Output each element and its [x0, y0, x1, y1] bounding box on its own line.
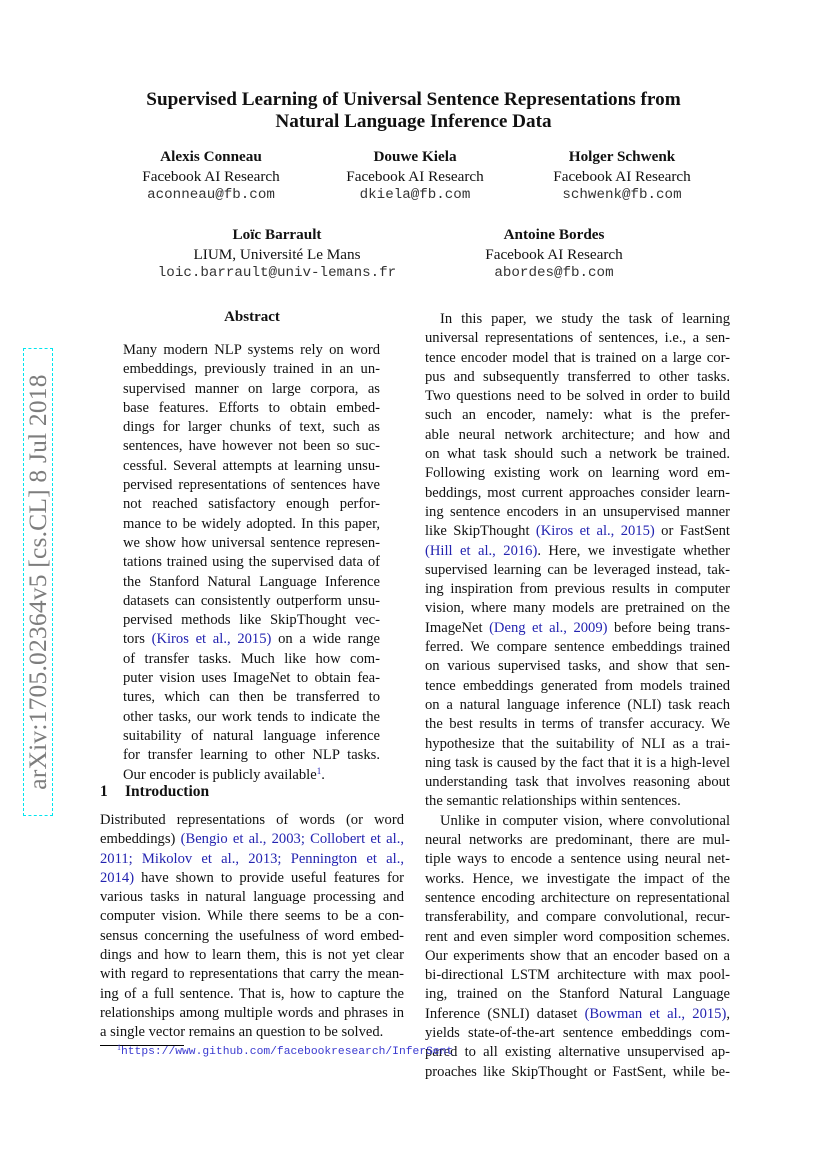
text-line: such an encoder, namely: what is the prefer-	[425, 407, 730, 424]
text-line: dings and how to learn them, this is not yet clear	[100, 947, 404, 964]
author-email: abordes@fb.com	[494, 265, 614, 281]
text-line: ImageNet (Deng et al., 2009) before being trans-	[425, 619, 730, 636]
author-email: loic.barrault@univ-lemans.fr	[157, 265, 397, 281]
citation-link[interactable]: 2011; Mikolov et al., 2013; Pennington et al.,	[100, 850, 404, 867]
author-email: aconneau@fb.com	[147, 187, 275, 203]
abstract-body	[123, 341, 380, 785]
text-line: tors (Kiros et al., 2015) on a wide range	[123, 631, 380, 648]
text-line: rent and even simpler word composition schemes.	[425, 928, 730, 945]
text-line: (Hill et al., 2016). Here, we investigate whether	[425, 542, 731, 559]
author-name: Alexis Conneau	[160, 148, 262, 165]
text-line: sensus concerning the usefulness of word embed-	[100, 927, 404, 944]
citation-link[interactable]: (Hill et al., 2016)	[425, 542, 538, 559]
text-line: vision, where many models are pretrained on the	[425, 600, 730, 617]
text-line: dings for larger chunks of text, such as	[123, 419, 380, 436]
text-line: the best results in terms of transfer accuracy. We	[425, 716, 730, 733]
text-line: tence embeddings generated from models trained	[425, 677, 730, 694]
text-line: Following existing work on learning word em-	[425, 465, 730, 482]
text-line: with regard to representations that carry the mean-	[100, 966, 404, 983]
text-line: on a natural language inference (NLI) task reach	[425, 696, 730, 713]
text-line: neural networks are predominant, there are mul-	[425, 832, 730, 849]
footnote-link[interactable]: https://www.github.com/facebookresearch/InferSent	[121, 1046, 454, 1058]
text-line: bi-directional LSTM architecture with max pool-	[425, 967, 730, 984]
author-affiliation: Facebook AI Research	[553, 167, 691, 185]
section-number: 1	[100, 783, 108, 800]
text-line: not reached satisfactory enough perfor-	[123, 496, 380, 513]
text-line: of transfer tasks. Much like how com-	[123, 650, 380, 667]
text-line: ing of a full sentence. That is, how to capture the	[100, 985, 404, 1002]
text-line: tures, which can then be transferred to	[123, 689, 380, 706]
author-name: Antoine Bordes	[503, 226, 605, 243]
text-line: able neural network architecture; and how and	[425, 426, 730, 443]
text-line: suitability of natural language inference	[123, 727, 380, 744]
text-line: Two questions need to be solved in order to build	[425, 388, 730, 405]
intro-left-column	[100, 811, 404, 1043]
text-line: pervised representations of sentences have	[123, 477, 380, 494]
text-line: proaches like SkipThought or FastSent, while be-	[425, 1063, 730, 1080]
text-line: 2014) have shown to provide useful features for	[100, 869, 404, 886]
title-line: Natural Language Inference Data	[275, 111, 552, 132]
text-line: Our experiments show that an encoder based on a	[425, 947, 730, 964]
text-line	[100, 850, 404, 869]
text-line: puter vision uses ImageNet to obtain fea-	[123, 670, 380, 687]
text-line: for transfer learning to other NLP tasks.	[123, 747, 380, 764]
footnote-mark: 1	[117, 1043, 121, 1052]
author-name: Holger Schwenk	[568, 148, 676, 165]
author-email: schwenk@fb.com	[562, 187, 682, 203]
text-line: relationships among multiple words and phrases in	[100, 1004, 404, 1021]
text-line: ning task is caused by the fact that it is a high-level	[425, 754, 730, 771]
citation-link[interactable]: (Kiros et al., 2015)	[535, 523, 655, 540]
text-line: sentences, have however not been so suc-	[123, 438, 380, 455]
text-line: tence encoder model that is trained on a large cor-	[425, 349, 730, 366]
text-line: Many modern NLP systems rely on word	[123, 342, 380, 358]
text-line: computer vision. While there seems to be a con-	[100, 908, 404, 925]
text-line: mance to be widely adopted. In this paper,	[123, 515, 380, 532]
author-affiliation: Facebook AI Research	[142, 167, 280, 185]
text-line: embeddings, previously trained in an un-	[123, 361, 380, 378]
text-line: pervised methods like SkipThought vec-	[123, 612, 380, 629]
author-name: Loïc Barrault	[232, 226, 322, 243]
text-line: base features. Efforts to obtain embed-	[123, 399, 380, 416]
text-line: works. Hence, we investigate the impact of the	[425, 870, 730, 887]
author-affiliation: Facebook AI Research	[485, 245, 623, 263]
text-line: various tasks in natural language processing and	[100, 889, 404, 906]
intro-right-column	[425, 310, 730, 1082]
text-line: universal representations of sentences, i.e., a sen-	[425, 330, 730, 347]
citation-link[interactable]: (Kiros et al., 2015)	[151, 631, 272, 648]
text-line: pared to all existing alternative unsupervised ap-	[425, 1044, 730, 1061]
author-affiliation: LIUM, Université Le Mans	[193, 245, 361, 263]
citation-link[interactable]: 2014)	[100, 869, 135, 886]
text-line: In this paper, we study the task of learning	[440, 311, 730, 327]
author-block	[424, 225, 684, 284]
text-line: Inference (SNLI) dataset (Bowman et al., 2015),	[425, 1005, 730, 1022]
footnote	[117, 1043, 454, 1058]
citation-link[interactable]: (Deng et al., 2009)	[489, 619, 608, 636]
text-line: ing sentence encoders in an unsupervised manner	[425, 503, 730, 520]
text-line: datasets can consistently outperform unsu-	[123, 592, 380, 609]
title-line: Supervised Learning of Universal Sentence Representations from	[146, 89, 681, 110]
text-line: beddings, most current approaches consider learn-	[425, 484, 730, 501]
author-email: dkiela@fb.com	[359, 187, 471, 203]
text-line: on what task should such a network be trained.	[425, 446, 730, 463]
text-line: Distributed representations of words (or word	[100, 812, 404, 828]
text-line: supervised manner on large corpora, as	[123, 380, 380, 397]
text-line: ing inspiration from previous results in computer	[425, 581, 730, 598]
text-line: Our encoder is publicly available$^1$.	[123, 765, 325, 783]
section-title: Introduction	[125, 783, 210, 800]
text-line: the Stanford Natural Language Inference	[123, 573, 380, 590]
author-block	[492, 147, 752, 206]
text-line: like SkipThought (Kiros et al., 2015) or FastSent	[425, 523, 730, 540]
text-line: we show how universal sentence represen-	[123, 534, 380, 551]
text-line: tations trained using the supervised data of	[123, 554, 380, 571]
text-line: a single vector remains an question to be solved.	[100, 1024, 384, 1041]
citation-link[interactable]: (Bowman et al., 2015)	[584, 1005, 727, 1022]
author-name: Douwe Kiela	[373, 148, 457, 165]
text-line: hypothesize that the suitability of NLI as a trai-	[425, 735, 730, 752]
text-line: ing, trained on the Stanford Natural Language	[425, 986, 730, 1003]
text-line: embeddings) (Bengio et al., 2003; Collobert et al.,	[100, 831, 404, 848]
paper-title	[0, 89, 827, 133]
text-line: yields state-of-the-art sentence embeddings com-	[425, 1024, 730, 1041]
text-line: the semantic relationships within sentences.	[425, 793, 681, 810]
text-line: pus and subsequently transferred to other tasks.	[425, 368, 730, 385]
author-affiliation: Facebook AI Research	[346, 167, 484, 185]
text-line: transferability, and compare convolutional, recur-	[425, 909, 730, 926]
citation-link[interactable]: (Bengio et al., 2003; Collobert et al.,	[180, 831, 404, 848]
abstract-heading: Abstract	[224, 309, 280, 325]
arxiv-identifier: arXiv:1705.02364v5 [cs.CL] 8 Jul 2018	[23, 374, 52, 790]
footnote-ref[interactable]: 1	[316, 765, 322, 776]
text-line: ferred. We compare sentence embeddings trained	[425, 639, 730, 656]
text-line: sentence encoding architecture on representational	[425, 889, 730, 906]
author-block	[127, 225, 427, 284]
text-line: on various supervised tasks, and show that sen-	[425, 658, 730, 675]
text-line: understanding task that involves reasoning about	[425, 774, 730, 791]
text-line: supervised learning can be leveraged instead, tak-	[425, 561, 730, 578]
text-line: other tasks, our work tends to indicate the	[123, 708, 380, 725]
arxiv-stamp	[23, 348, 53, 816]
text-line: cessful. Several attempts at learning unsu-	[123, 457, 380, 474]
text-line: tiple ways to encode a sentence using neural net-	[425, 851, 730, 868]
text-line: Unlike in computer vision, where convolutional	[440, 812, 730, 829]
section-heading	[100, 783, 209, 801]
